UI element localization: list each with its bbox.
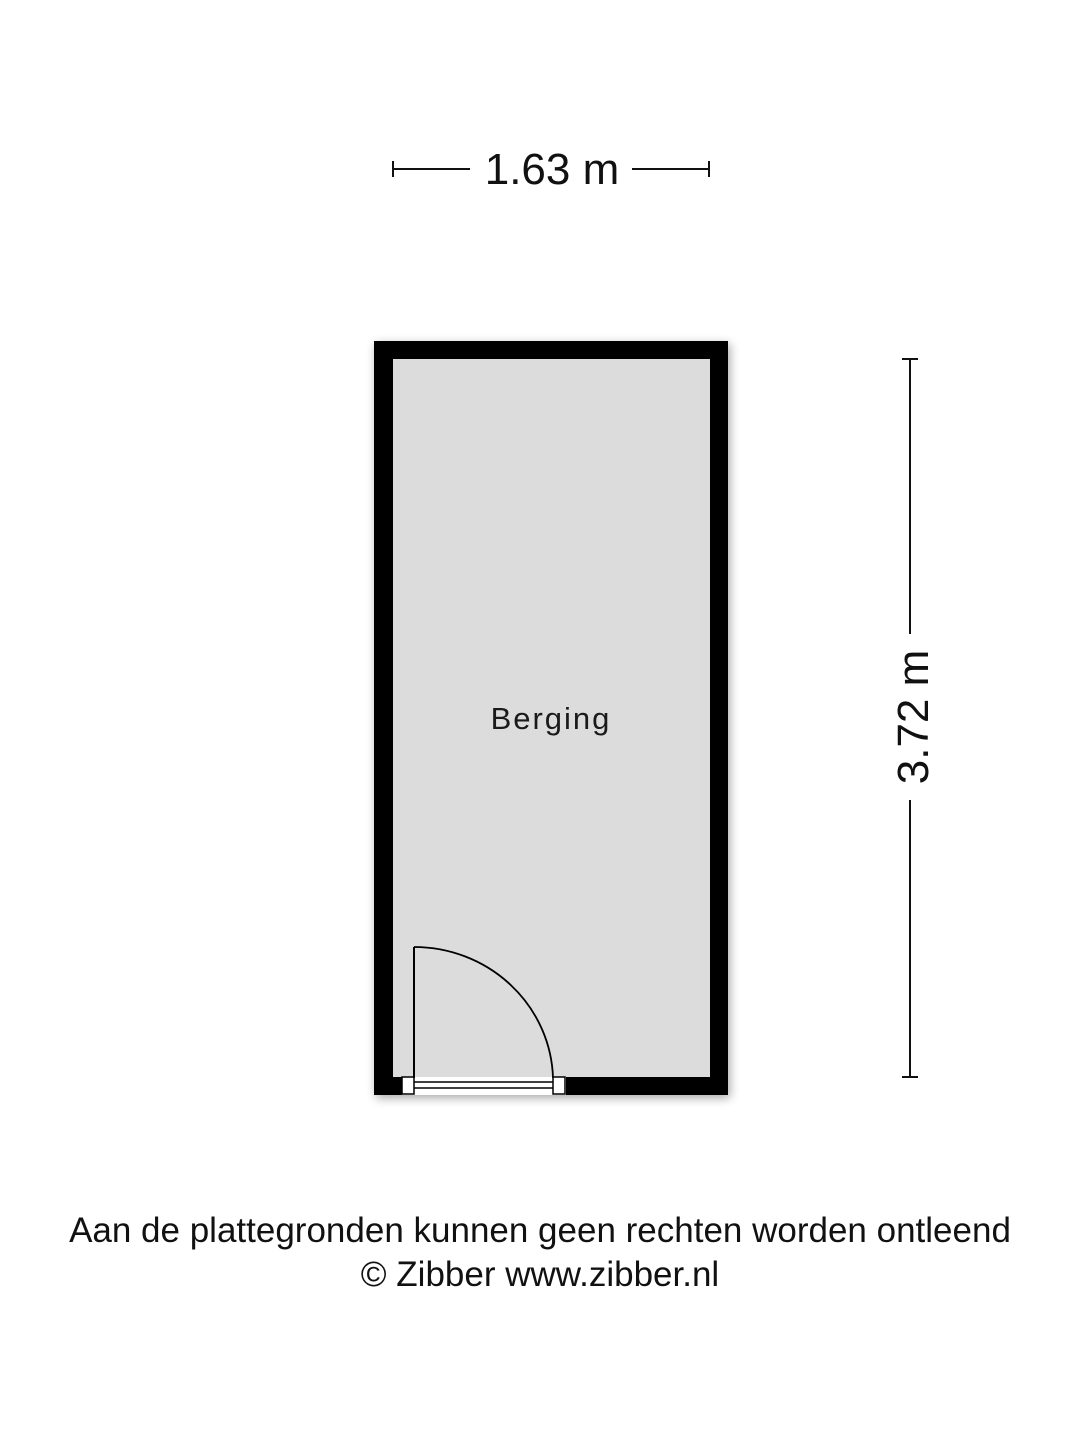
copyright-text: © Zibber www.zibber.nl	[360, 1255, 720, 1294]
height-dimension-label: 3.72 m	[889, 649, 938, 785]
door-opening	[402, 1077, 566, 1095]
room-berging	[374, 341, 728, 1095]
height-dimension	[889, 359, 938, 1077]
disclaimer-text: Aan de plattegronden kunnen geen rechten worden ontleend	[69, 1211, 1011, 1250]
room-label: Berging	[490, 701, 612, 736]
width-dimension-label: 1.63 m	[484, 145, 620, 194]
width-dimension	[393, 145, 709, 194]
door-jamb-left	[402, 1077, 414, 1094]
door-jamb-right	[553, 1077, 565, 1094]
